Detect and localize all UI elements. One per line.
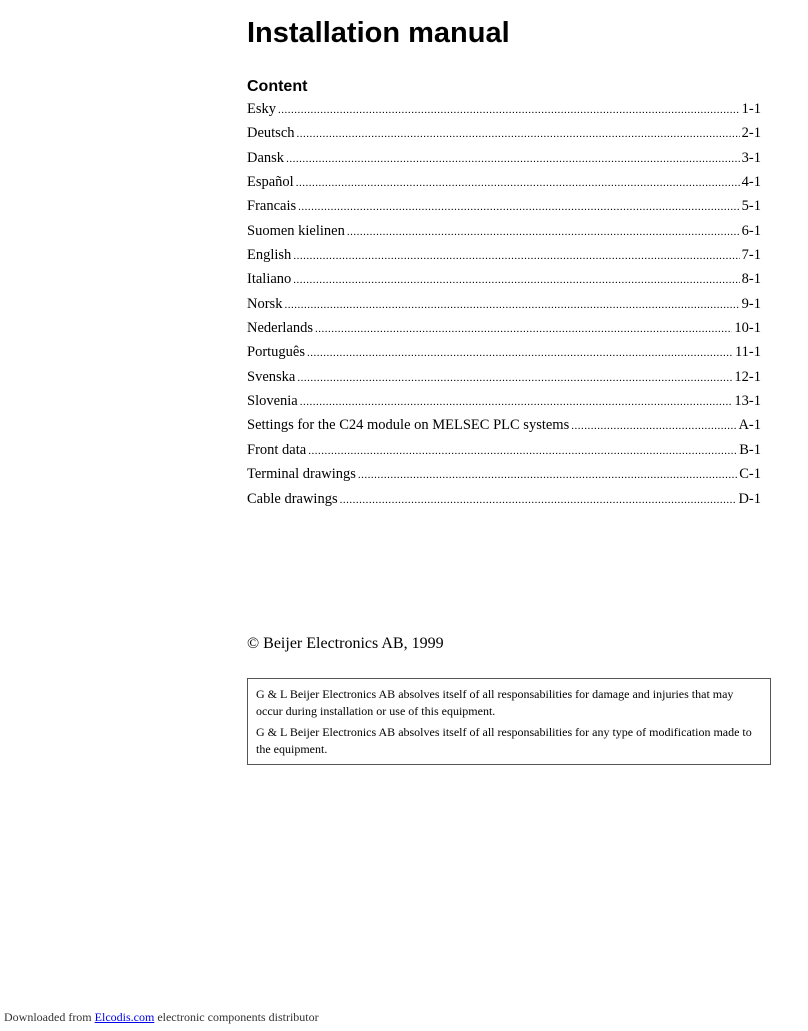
toc-entry-label: Español: [247, 174, 294, 191]
disclaimer-damage: G & L Beijer Electronics AB absolves itself of all responsabilities for damage and injuries that may occur during installation or use of this equipment.: [256, 687, 734, 718]
toc-entry-page: 6-1: [741, 222, 761, 239]
toc-entry: [247, 438, 761, 462]
disclaimer-modification: G & L Beijer Electronics AB absolves itself of all responsabilities for any type of modification made to the equipment.: [256, 725, 752, 756]
toc-heading: Content: [247, 78, 308, 95]
toc-entry-label: Svenska: [247, 368, 296, 385]
toc-dot-leader: [286, 147, 740, 171]
toc-entry-page: A-1: [738, 417, 761, 434]
toc-entry: [247, 146, 761, 170]
toc-dot-leader: [293, 268, 739, 292]
toc-entry: [247, 170, 761, 194]
toc-entry-label: Cable drawings: [247, 490, 338, 507]
footer-prefix: Downloaded from: [4, 1010, 92, 1024]
footer-suffix: electronic components distributor: [157, 1010, 319, 1024]
toc-dot-leader: [296, 171, 740, 195]
toc-entry: [247, 219, 761, 243]
toc-entry-page: 5-1: [741, 198, 761, 215]
toc-entry-label: Terminal drawings: [247, 466, 356, 483]
page-title: Installation manual: [247, 17, 510, 49]
toc-dot-leader: [308, 439, 737, 463]
toc-entry: [247, 292, 761, 316]
toc-dot-leader: [284, 293, 739, 317]
toc-entry-page: 3-1: [741, 149, 761, 166]
toc-entry-label: Norsk: [247, 295, 283, 312]
toc-dot-leader: [293, 244, 739, 268]
toc-dot-leader: [300, 390, 733, 414]
toc-dot-leader: [298, 195, 740, 219]
toc-entry-label: Nederlands: [247, 320, 314, 337]
toc-entry: [247, 340, 761, 364]
toc-entry: [247, 413, 761, 437]
disclaimer-box: [247, 678, 771, 765]
copyright-notice: © Beijer Electronics AB, 1999: [247, 635, 444, 652]
toc-dot-leader: [315, 317, 732, 341]
toc-dot-leader: [347, 220, 740, 244]
toc-entry-label: English: [247, 247, 292, 264]
toc-entry: [247, 487, 761, 511]
toc-entry-page: B-1: [739, 441, 761, 458]
download-footer: [4, 1009, 319, 1025]
toc-entry-label: Settings for the C24 module on MELSEC PLC systems: [247, 417, 570, 434]
toc-dot-leader: [297, 122, 740, 146]
toc-entry-page: C-1: [739, 466, 761, 483]
toc-entry-page: 2-1: [741, 125, 761, 142]
toc-entry-label: Dansk: [247, 149, 285, 166]
toc-dot-leader: [307, 341, 733, 365]
toc-dot-leader: [571, 414, 736, 438]
toc-entry: [247, 97, 761, 121]
toc-dot-leader: [358, 463, 737, 487]
toc-entry-page: 1-1: [741, 101, 761, 117]
elcodis-link[interactable]: Elcodis.com: [94, 1010, 155, 1024]
toc-entry-page: 8-1: [741, 271, 761, 288]
toc-entry-page: 7-1: [741, 247, 761, 264]
toc-entry-label: Deutsch: [247, 125, 295, 142]
toc-entry-label: Esky: [247, 101, 276, 117]
toc-entry-page: 11-1: [734, 344, 761, 361]
toc-entry: [247, 389, 761, 413]
toc-entry: [247, 365, 761, 389]
toc-dot-leader: [340, 488, 737, 512]
toc-entry-page: D-1: [738, 490, 761, 507]
toc-entry-label: Slovenia: [247, 393, 298, 410]
toc-entry: [247, 243, 761, 267]
toc-entry-label: Front data: [247, 441, 307, 458]
toc-entry-page: 10-1: [734, 320, 761, 337]
toc-entry: [247, 121, 761, 145]
toc-entry-page: 9-1: [741, 295, 761, 312]
toc-entry-label: Português: [247, 344, 305, 361]
toc-entry: [247, 194, 761, 218]
table-of-contents: [247, 97, 761, 511]
toc-entry-page: 13-1: [734, 393, 761, 410]
toc-entry-page: 12-1: [734, 368, 761, 385]
toc-dot-leader: [297, 366, 732, 390]
toc-entry: [247, 462, 761, 486]
toc-entry: [247, 267, 761, 291]
toc-entry-label: Italiano: [247, 271, 292, 288]
toc-entry-label: Francais: [247, 198, 297, 215]
toc-entry: [247, 316, 761, 340]
toc-entry-page: 4-1: [741, 174, 761, 191]
toc-entry-label: Suomen kielinen: [247, 222, 345, 239]
toc-dot-leader: [278, 98, 740, 122]
